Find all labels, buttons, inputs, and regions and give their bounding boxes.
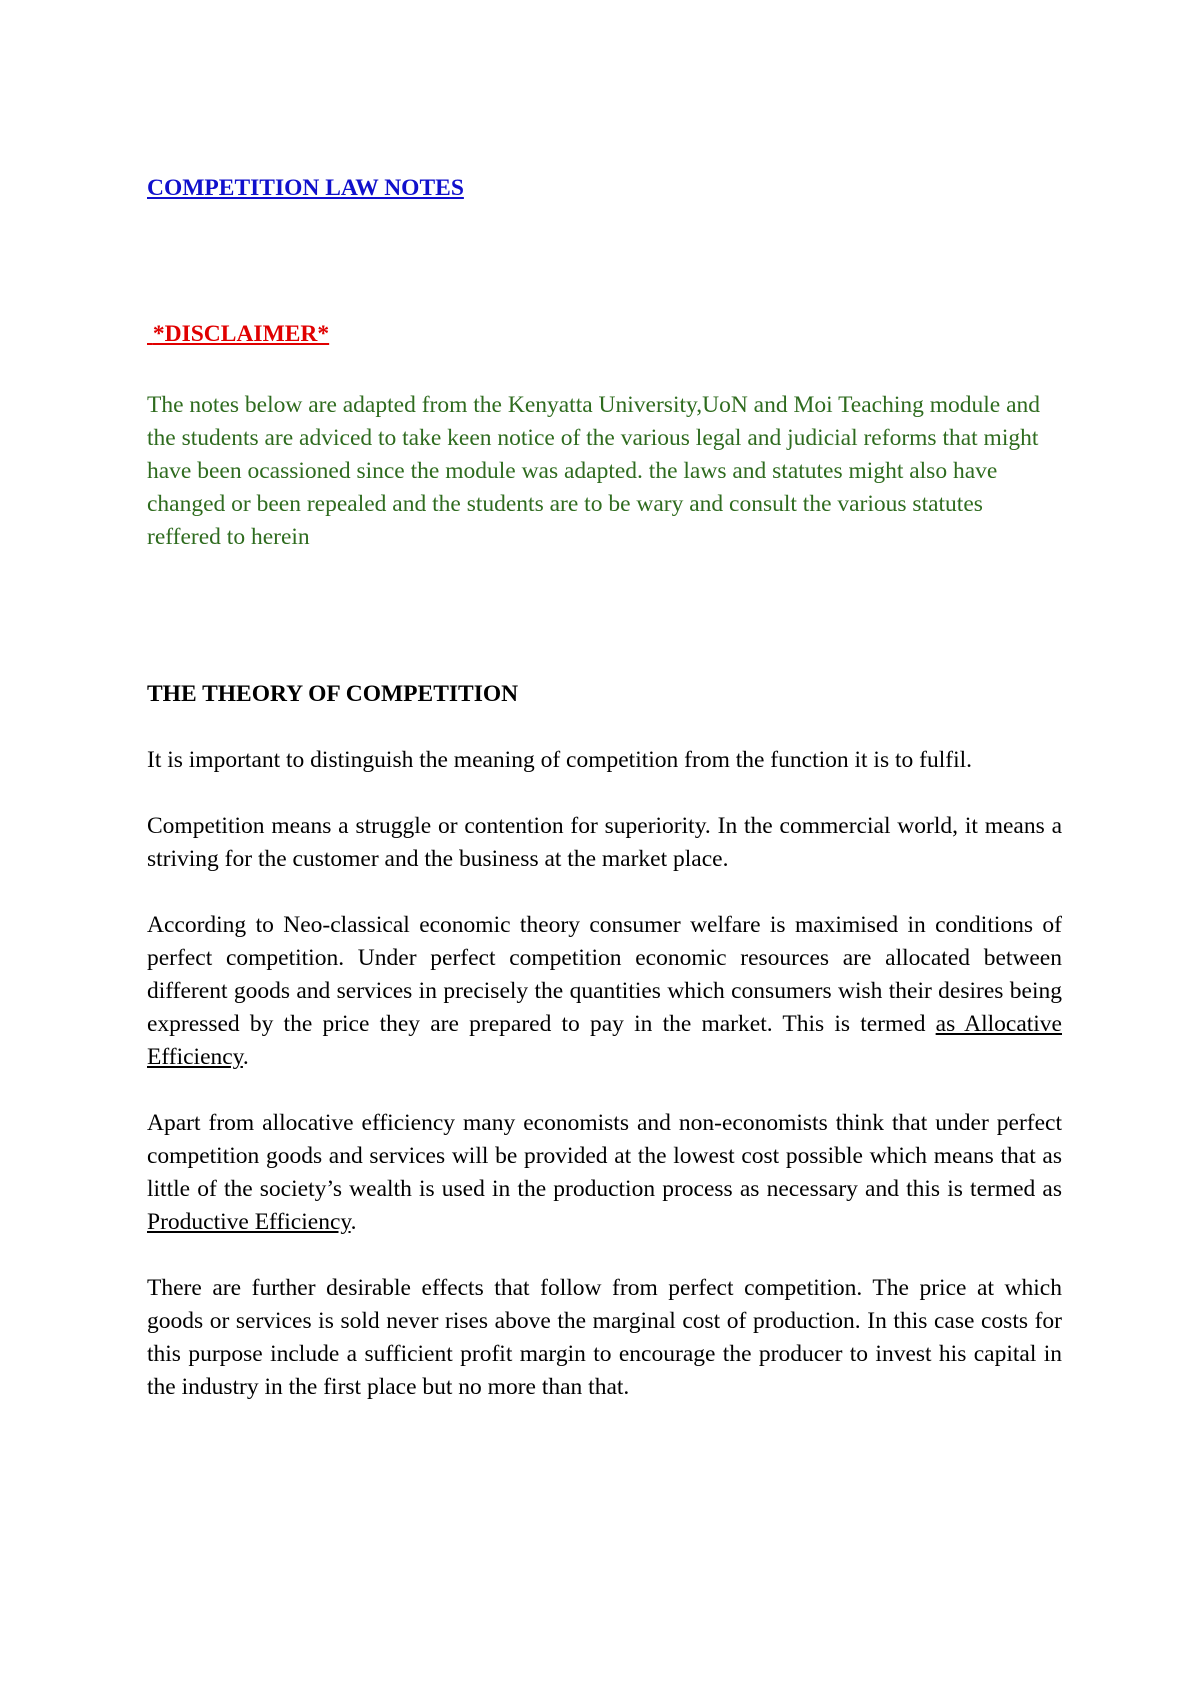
productive-efficiency-term: Productive Efficiency	[147, 1209, 351, 1235]
disclaimer-heading	[147, 318, 1062, 351]
paragraph-5: There are further desirable effects that follow from perfect competition. The price at which goods or services is sold never rises above the marginal cost of production. In this case costs for this purpose include a sufficient profit margin to encourage the producer to invest his capital in the industry in the first place but no more than that.	[147, 1275, 1062, 1400]
allocative-efficiency-term: as Allocative Efficiency	[147, 1011, 1062, 1070]
paragraph-3-text: According to Neo-classical economic theory consumer welfare is maximised in conditions of perfect competition. Under perfect competition economic resources are allocated between different goods and services in precisely the quantities which consumers wish their desires being expressed by the price they are prepared to pay in the market. This is termed	[147, 912, 1062, 1037]
paragraph-4-end: .	[350, 1209, 357, 1235]
disclaimer-paragraph: The notes below are adapted from the Kenyatta University,UoN and Moi Teaching module and the students are adviced to take keen notice of the various legal and judicial reforms that might have been ocassioned since the module was adapted. the laws and statutes might also have changed or been repealed and the students are to be wary and consult the various statutes reffered to herein	[147, 392, 1041, 550]
section-heading: THE THEORY OF COMPETITION	[147, 681, 519, 707]
paragraph-4	[147, 1107, 1062, 1239]
document-title: COMPETITION LAW NOTES	[147, 175, 464, 201]
paragraph-3-end: .	[242, 1044, 249, 1070]
paragraph-2: Competition means a struggle or contention for superiority. In the commercial world, it means a striving for the customer and the business at the market place.	[147, 813, 1062, 872]
document-page	[147, 172, 1062, 1404]
paragraph-3	[147, 909, 1062, 1074]
disclaimer-heading-text: *DISCLAIMER*	[152, 321, 330, 347]
paragraph-4-text: Apart from allocative efficiency many economists and non-economists think that under perfect competition goods and services will be provided at the lowest cost possible which means that as little of the society’s wealth is used in the production process as necessary and this is termed as	[147, 1110, 1062, 1202]
paragraph-1: It is important to distinguish the meaning of competition from the function it is to fulfil.	[147, 747, 973, 773]
